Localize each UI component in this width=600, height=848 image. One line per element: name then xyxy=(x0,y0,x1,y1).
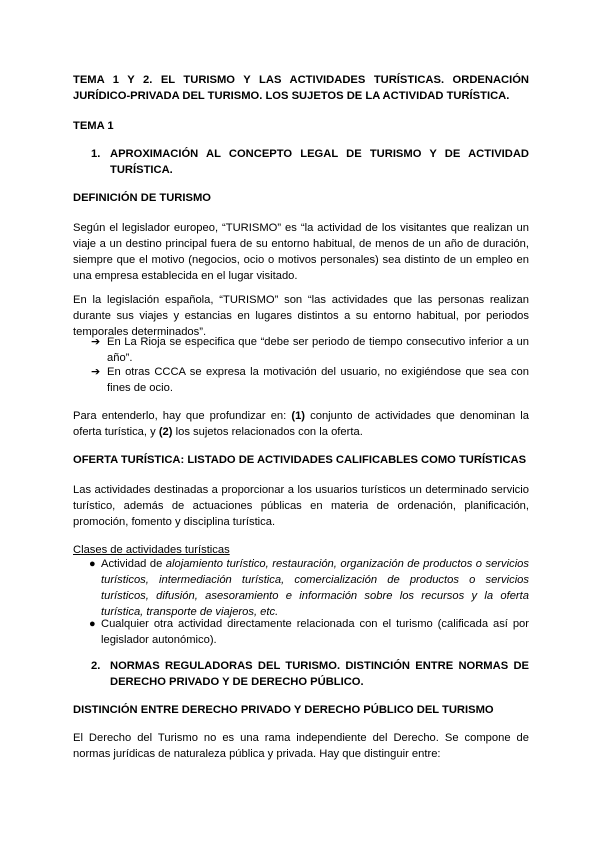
definicion-heading: DEFINICIÓN DE TURISMO xyxy=(73,192,211,204)
definicion-paragraph-3: Para entenderlo, hay que profundizar en: (1) conjunto de actividades que denominan la oferta turística, y (2) los sujetos relacionados con la oferta. xyxy=(73,410,529,438)
arrow-item-text: En otras CCCA se expresa la motivación del usuario, no exigiéndose que sea con fines de ocio. xyxy=(107,366,529,394)
arrow-icon: ➔ xyxy=(91,336,101,348)
definicion-paragraph-1: Según el legislador europeo, “TURISMO” es “la actividad de los visitantes que realizan un viaje a un destino principal fuera de su entorno habitual, de menos de un año de duración, siempre que el motivo (negocios, ocio o motivos personales) sea distinto de un empleo en una empresa establecida en el lugar visitado. xyxy=(73,222,529,282)
bullet-icon: ● xyxy=(89,558,96,570)
oferta-heading: OFERTA TURÍSTICA: LISTADO DE ACTIVIDADES CALIFICABLES COMO TURÍSTICAS xyxy=(73,454,527,466)
tema-label: TEMA 1 xyxy=(73,120,114,132)
distincion-heading: DISTINCIÓN ENTRE DERECHO PRIVADO Y DERECHO PÚBLICO DEL TURISMO xyxy=(73,704,494,716)
arrow-item-text: En La Rioja se especifica que “debe ser periodo de tiempo consecutivo inferior a un año”. xyxy=(107,336,529,364)
document-title: TEMA 1 Y 2. EL TURISMO Y LAS ACTIVIDADES TURÍSTICAS. ORDENACIÓN JURÍDICO-PRIVADA DEL TURISMO. LOS SUJETOS DE LA ACTIVIDAD TURÍSTICA. xyxy=(73,74,529,102)
arrow-icon: ➔ xyxy=(91,366,101,378)
section-1-number: 1. xyxy=(91,148,101,160)
oferta-paragraph: Las actividades destinadas a proporcionar a los usuarios turísticos un determinado servicio turístico, además de actuaciones públicas en materia de ordenación, planificación, promoción, fomento y disciplina turística. xyxy=(73,484,529,528)
distincion-paragraph: El Derecho del Turismo no es una rama independiente del Derecho. Se compone de normas jurídicas de naturaleza pública y privada. Hay que distinguir entre: xyxy=(73,732,529,760)
clases-label: Clases de actividades turísticas xyxy=(73,544,230,556)
section-1-title: APROXIMACIÓN AL CONCEPTO LEGAL DE TURISMO Y DE ACTIVIDAD TURÍSTICA. xyxy=(110,148,529,176)
bullet-icon: ● xyxy=(89,618,96,630)
bullet-item-text: Actividad de alojamiento turístico, restauración, organización de productos o servicios turísticos, intermediación turística, comercialización de productos o servicios turísticos, difusión, asesoramiento e información sobre los recursos y la oferta turística, transporte de viajeros, etc. xyxy=(101,558,529,618)
section-2-number: 2. xyxy=(91,660,101,672)
definicion-paragraph-2: En la legislación española, “TURISMO” son “las actividades que las personas realizan durante sus viajes y estancias en lugares distintos a su entorno habitual, por periodos temporales determinados”. xyxy=(73,294,529,338)
section-2-title: NORMAS REGULADORAS DEL TURISMO. DISTINCIÓN ENTRE NORMAS DE DERECHO PRIVADO Y DE DERECHO PÚBLICO. xyxy=(110,660,529,688)
bullet-item-text: Cualquier otra actividad directamente relacionada con el turismo (calificada así por legislador autonómico). xyxy=(101,618,529,646)
